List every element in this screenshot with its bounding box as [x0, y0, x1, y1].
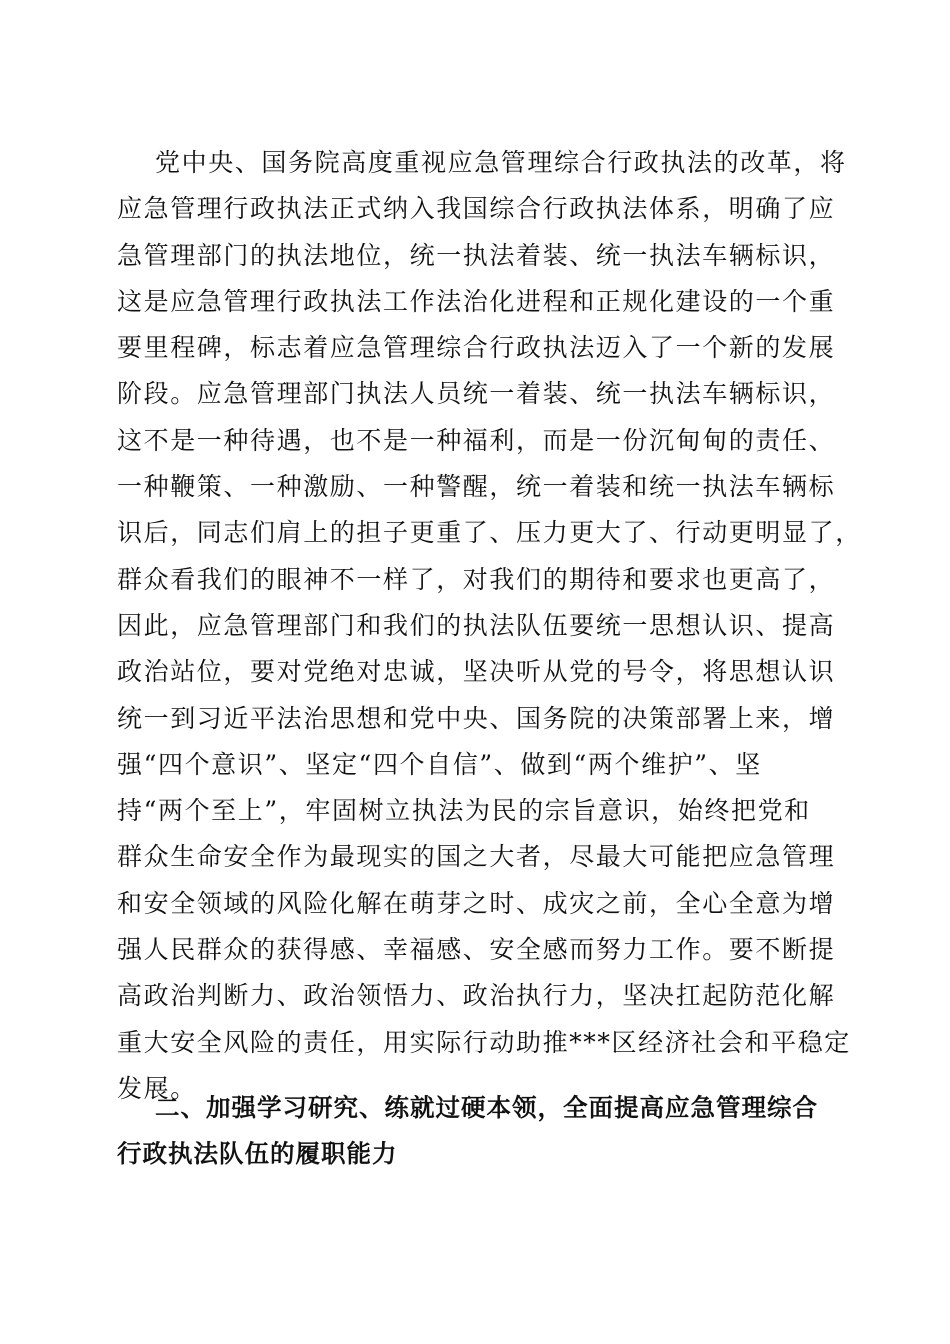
- paragraph-line: 和安全领域的风险化解在萌芽之时、成灾之前，全心全意为增: [117, 888, 836, 918]
- paragraph-line: 这是应急管理行政执法工作法治化进程和正规化建设的一个重: [117, 286, 836, 316]
- paragraph-line: 党中央、国务院高度重视应急管理综合行政执法的改革，将: [155, 148, 847, 177]
- paragraph-line: 强人民群众的获得感、幸福感、安全感而努力工作。要不断提: [117, 935, 836, 965]
- paragraph-line: 高政治判断力、政治领悟力、政治执行力，坚决扛起防范化解: [117, 981, 836, 1011]
- paragraph-line: 阶段。应急管理部门执法人员统一着装、统一执法车辆标识，: [117, 379, 836, 409]
- paragraph-line: 这不是一种待遇，也不是一种福利，而是一份沉甸甸的责任、: [117, 425, 836, 455]
- paragraph-line: 重大安全风险的责任，用实际行动助推***区经济社会和平稳定: [117, 1027, 851, 1057]
- heading-line: 二、加强学习研究、练就过硬本领，全面提高应急管理综合: [155, 1093, 818, 1122]
- paragraph-line: 统一到习近平法治思想和党中央、国务院的决策部署上来，增: [117, 703, 836, 733]
- paragraph-line: 急管理部门的执法地位，统一执法着装、统一执法车辆标识，: [117, 240, 836, 270]
- heading-line: 行政执法队伍的履职能力: [117, 1139, 398, 1168]
- paragraph-line: 发展。: [117, 1073, 197, 1103]
- paragraph-line: 强“四个意识”、坚定“四个自信”、做到“两个维护”、坚: [117, 749, 762, 779]
- paragraph-line: 应急管理行政执法正式纳入我国综合行政执法体系，明确了应: [117, 194, 836, 224]
- paragraph-line: 要里程碑，标志着应急管理综合行政执法迈入了一个新的发展: [117, 333, 836, 363]
- paragraph-line: 一种鞭策、一种激励、一种警醒，统一着装和统一执法车辆标: [117, 472, 836, 502]
- section-heading: [117, 1085, 829, 1177]
- paragraph-line: 群众看我们的眼神不一样了，对我们的期待和要求也更高了，: [117, 564, 836, 594]
- body-paragraph: [117, 140, 862, 1112]
- paragraph-line: 识后，同志们肩上的担子更重了、压力更大了、行动更明显了，: [117, 518, 862, 548]
- paragraph-line: 持“两个至上”，牢固树立执法为民的宗旨意识，始终把党和: [117, 796, 811, 826]
- paragraph-line: 群众生命安全作为最现实的国之大者，尽最大可能把应急管理: [117, 842, 836, 872]
- paragraph-line: 政治站位，要对党绝对忠诚，坚决听从党的号令，将思想认识: [117, 657, 836, 687]
- paragraph-line: 因此，应急管理部门和我们的执法队伍要统一思想认识、提高: [117, 610, 836, 640]
